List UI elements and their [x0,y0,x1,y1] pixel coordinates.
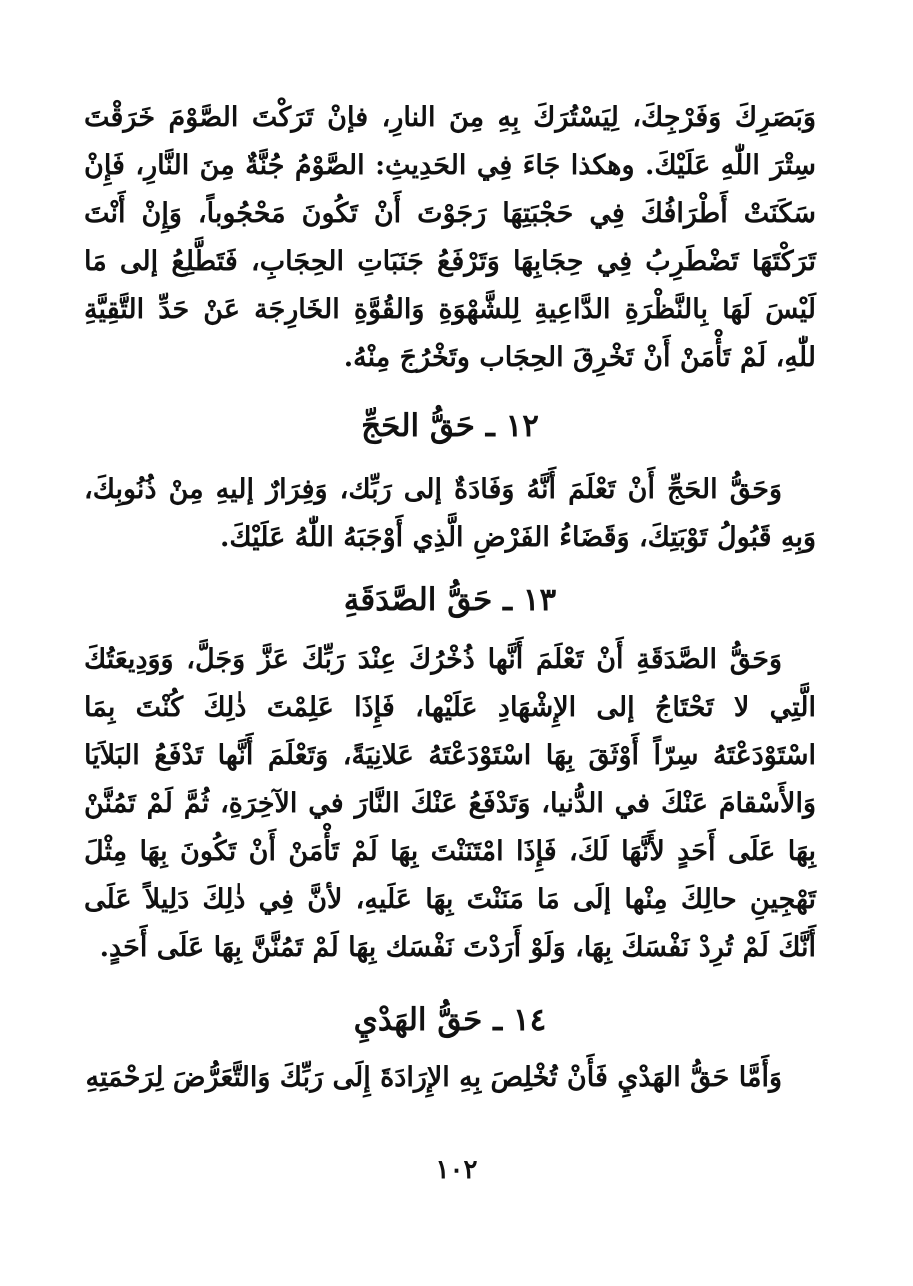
section-heading-hajj: ١٢ ـ حَقُّ الحَجِّ [361,408,539,444]
paragraph-text: وَحَقُّ الحَجِّ أَنْ تَعْلَمَ أَنَّهُ وَفَادَةٌ إلى رَبِّك، وَفِرَارٌ إليهِ مِنْ ذُنُوبِكَ، وَبِهِ قَبُولُ تَوْبَتِكَ، وَقَضَاءُ الفَرْضِ الَّذِي أَوْجَبَهُ اللّٰهُ عَلَيْكَ. [84,474,816,553]
page-number: ١٠٢ [435,1155,478,1185]
section-heading-sadaqa: ١٣ ـ حَقُّ الصَّدَقَةِ [343,582,557,618]
paragraph-text: وَأَمَّا حَقُّ الهَدْيِ فَأَنْ تُخْلِصَ بِهِ الإِرَادَةَ إِلَى رَبِّكَ وَالتَّعَرُّضَ لِرَحْمَتِهِ [85,1062,782,1093]
paragraph-text: وَبَصَرِكَ وَفَرْجِكَ، لِيَسْتُرَكَ بِهِ مِنَ النارِ، فإنْ تَرَكْتَ الصَّوْمَ خَرَقْتَ سِتْرَ اللّٰهِ عَلَيْكَ. وهكذا جَاءَ فِي الحَدِيثِ: الصَّوْمُ جُنَّةٌ مِنَ النَّارِ، فَإِنْ سَكَنَتْ أَطْرَافُكَ فِي حَجْبَتِهَا رَجَوْتَ أَنْ تَكُونَ مَحْجُوباً، وَإِنْ أَنْتَ تَرَكْتَهَا تَضْطَرِبُ فِي حِجَابِهَا وَتَرْفَعُ جَنَبَاتِ الحِجَابِ، فَتَطَّلِعُ إلى مَا لَيْسَ لَهَا بِالنَّظْرَةِ الدَّاعِيةِ لِلشَّهْوَةِ وَالقُوَّةِ الخَارِجَة عَنْ حَدِّ التَّقِيَّةِ للّٰهِ، لَمْ تَأْمَنْ أَنْ تَخْرِقَ الحِجَاب وتَخْرُجَ مِنْهُ. [84,102,816,373]
section-heading-hady: ١٤ ـ حَقُّ الهَدْيِ [353,1002,547,1038]
section-body-hajj [84,466,816,562]
section-body-hady [84,1054,816,1102]
section-body-sadaqa [84,636,816,972]
intro-paragraph [84,94,816,382]
paragraph-text: وَحَقُّ الصَّدَقَةِ أَنْ تَعْلَمَ أَنَّها ذُخْرُكَ عِنْدَ رَبِّكَ عَزَّ وَجَلَّ، وَوَدِيعَتُكَ الَّتِي لا تَحْتَاجُ إلى الإِشْهَادِ عَلَيْها، فَإِذَا عَلِمْتَ ذٰلِكَ كُنْتَ بِمَا اسْتَوْدَعْتَهُ سِرّاً أَوْثَقَ بِهَا اسْتَوْدَعْتَهُ عَلانِيَةً، وَتَعْلَمَ أَنَّها تَدْفَعُ البَلاَيَا وَالأَسْقامَ عَنْكَ في الدُّنيا، وَتَدْفَعُ عَنْكَ النَّارَ في الآخِرَةِ، ثُمَّ لَمْ تَمُنَّنْ بِهَا عَلَى أَحَدٍ لأَنَّهَا لَكَ، فَإِذَا امْتَنَنْتَ بِهَا لَمْ تَأْمَنْ أَنْ تَكُونَ بِهَا مِثْلَ تَهْجِينِ حالِكَ مِنْها إلَى مَا مَنَنْتَ بِهَا عَلَيهِ، لأنَّ فِي ذٰلِكَ دَلِيلاً عَلَى أَنَّكَ لَمْ تُرِدْ نَفْسَكَ بِهَا، وَلَوْ أَرَدْتَ نَفْسَك بِهَا لَمْ تَمُنَّنَّ بِهَا عَلَى أَحَدٍ. [84,644,816,963]
